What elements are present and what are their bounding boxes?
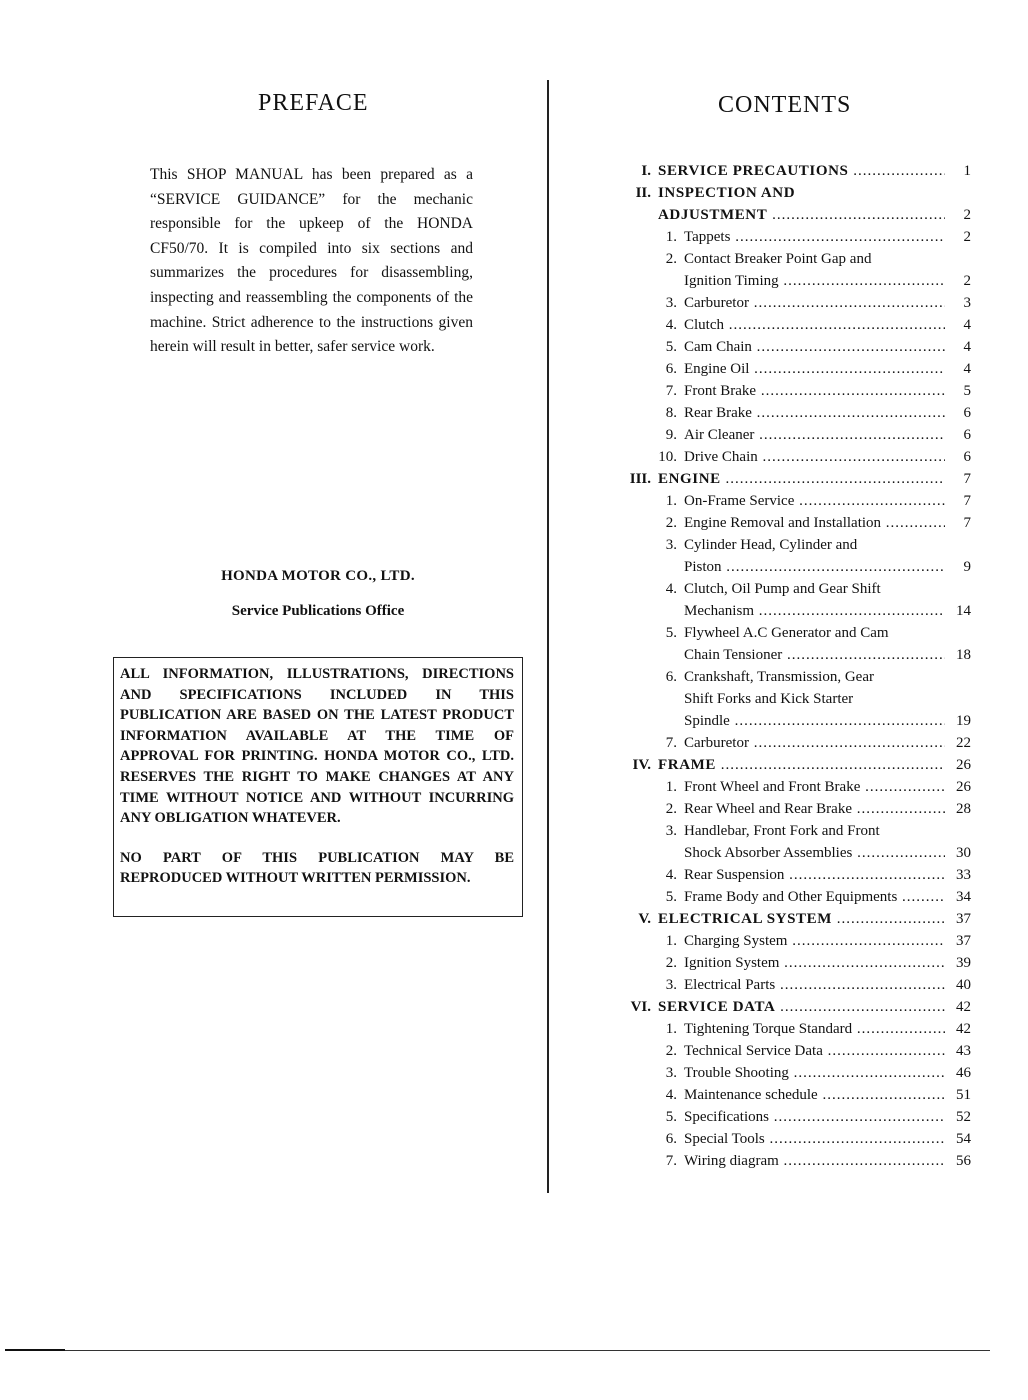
notice-paragraph: NO PART OF THIS PUBLICATION MAY BE REPRODUCED WITHOUT WRITTEN PERMISSION. — [120, 849, 514, 887]
column-divider — [547, 80, 549, 1193]
toc-number: 6. — [665, 669, 677, 685]
toc-title: Ignition System ..... — [684, 955, 945, 972]
toc-page-number: 14 — [956, 603, 971, 619]
toc-page-number: 4 — [963, 361, 971, 377]
toc-number: 4. — [665, 1087, 677, 1103]
toc-page-number: 40 — [956, 977, 971, 993]
toc-page-number: 6 — [963, 427, 971, 443]
table-of-contents — [605, 160, 971, 1172]
toc-page-number: 18 — [956, 647, 971, 663]
company-office: Service Publications Office — [231, 603, 405, 619]
toc-number: 5. — [665, 339, 677, 355]
toc-row — [605, 952, 971, 974]
toc-page-number: 1 — [963, 163, 971, 179]
toc-title: Clutch ..... — [684, 317, 945, 334]
toc-title: Ignition Timing ..... — [684, 273, 945, 290]
toc-row — [605, 578, 971, 600]
toc-number: 1. — [665, 933, 677, 949]
toc-page-number: 37 — [956, 911, 971, 927]
toc-title: Tightening Torque Standard ..... — [684, 1021, 945, 1038]
toc-page-number: 52 — [956, 1109, 971, 1125]
toc-row — [605, 336, 971, 358]
toc-number: 5. — [665, 889, 677, 905]
toc-title: Crankshaft, Transmission, Gear — [684, 669, 874, 685]
toc-row — [605, 732, 971, 754]
toc-row — [605, 512, 971, 534]
toc-page-number: 7 — [963, 493, 971, 509]
toc-title: Handlebar, Front Fork and Front — [684, 823, 880, 839]
toc-row — [605, 754, 971, 776]
toc-page-number: 2 — [963, 229, 971, 245]
toc-title: Specifications ..... — [684, 1109, 945, 1126]
toc-title: Engine Removal and Installation ..... — [684, 515, 945, 532]
toc-number: II. — [635, 185, 651, 201]
toc-page-number: 6 — [963, 449, 971, 465]
toc-title: SERVICE DATA ..... — [658, 999, 945, 1016]
toc-number: 2. — [665, 955, 677, 971]
notice-paragraph: ALL INFORMATION, ILLUSTRATIONS, DIRECTIONS AND SPECIFICATIONS INCLUDED IN THIS PUBLICATION ARE BASED ON THE LATEST PRODUCT INFORMATION AVAILABLE AT THE TIME OF APPROVAL FOR PRINTING. HONDA MOTOR CO., LTD. RESERVES THE RIGHT TO MAKE CHANGES AT ANY TIME WITHOUT NOTICE AND WITHOUT INCURRING ANY OBLIGATION WHATEVER. — [120, 666, 514, 827]
toc-row — [605, 666, 971, 688]
toc-row — [605, 226, 971, 248]
preface-body: This SHOP MANUAL has been prepared as a “SERVICE GUIDANCE” for the mechanic responsible for the upkeep of the HONDA CF50/70. It is compiled into six sections and summarizes the procedures for disassembling, inspecting and reassembling the components of the machine. Strict adherence to the instructions given herein will result in better, safer service work. — [150, 166, 473, 356]
preface-title: PREFACE — [258, 90, 369, 116]
toc-title: INSPECTION AND — [658, 185, 796, 201]
toc-row — [605, 930, 971, 952]
toc-row — [605, 842, 971, 864]
toc-row — [605, 1106, 971, 1128]
toc-page-number: 26 — [956, 779, 971, 795]
toc-row — [605, 1128, 971, 1150]
company-name: HONDA MOTOR CO., LTD. — [221, 568, 415, 584]
toc-row — [605, 490, 971, 512]
toc-row — [605, 798, 971, 820]
toc-row — [605, 1062, 971, 1084]
toc-number: 1. — [665, 1021, 677, 1037]
toc-row — [605, 820, 971, 842]
toc-row — [605, 358, 971, 380]
toc-title: Air Cleaner ..... — [684, 427, 945, 444]
toc-number: III. — [629, 471, 651, 487]
toc-number: 3. — [665, 537, 677, 553]
toc-number: 2. — [665, 251, 677, 267]
toc-title: On-Frame Service ..... — [684, 493, 945, 510]
toc-title: ELECTRICAL SYSTEM ..... — [658, 911, 945, 928]
toc-title: Frame Body and Other Equipments ..... — [684, 889, 945, 906]
toc-number: 1. — [665, 493, 677, 509]
toc-title: Shock Absorber Assemblies ..... — [684, 845, 945, 862]
notice-box — [113, 657, 523, 917]
toc-page-number: 43 — [956, 1043, 971, 1059]
toc-row — [605, 292, 971, 314]
toc-page-number: 4 — [963, 317, 971, 333]
toc-title: Chain Tensioner ..... — [684, 647, 945, 664]
toc-number: 7. — [665, 735, 677, 751]
toc-title: Wiring diagram ..... — [684, 1153, 945, 1170]
toc-title: Contact Breaker Point Gap and — [684, 251, 872, 267]
contents-title: CONTENTS — [718, 92, 852, 118]
toc-title: ADJUSTMENT ..... — [658, 207, 945, 224]
toc-row — [605, 468, 971, 490]
toc-page-number: 2 — [963, 273, 971, 289]
footer-rule — [5, 1350, 990, 1351]
toc-title: Technical Service Data ..... — [684, 1043, 945, 1060]
toc-number: 8. — [665, 405, 677, 421]
toc-row — [605, 424, 971, 446]
toc-number: 6. — [665, 1131, 677, 1147]
toc-number: IV. — [632, 757, 651, 773]
toc-title: Electrical Parts ..... — [684, 977, 945, 994]
toc-number: 4. — [665, 581, 677, 597]
toc-row — [605, 776, 971, 798]
toc-page-number: 56 — [956, 1153, 971, 1169]
toc-title: Special Tools ..... — [684, 1131, 945, 1148]
toc-number: 2. — [665, 801, 677, 817]
toc-number: 9. — [665, 427, 677, 443]
toc-title: Cylinder Head, Cylinder and — [684, 537, 858, 553]
toc-row — [605, 534, 971, 556]
toc-title: Front Wheel and Front Brake ..... — [684, 779, 945, 796]
toc-title: Flywheel A.C Generator and Cam — [684, 625, 889, 641]
toc-page-number: 42 — [956, 999, 971, 1015]
toc-title: Maintenance schedule ..... — [684, 1087, 945, 1104]
toc-page-number: 39 — [956, 955, 971, 971]
toc-title: Spindle ..... — [684, 713, 945, 730]
toc-page-number: 4 — [963, 339, 971, 355]
toc-page-number: 51 — [956, 1087, 971, 1103]
toc-row — [605, 644, 971, 666]
toc-row — [605, 688, 971, 710]
toc-title: Shift Forks and Kick Starter — [684, 691, 854, 707]
toc-title: Carburetor ..... — [684, 295, 945, 312]
toc-row — [605, 182, 971, 204]
toc-number: 10. — [658, 449, 677, 465]
toc-page-number: 42 — [956, 1021, 971, 1037]
toc-title: Carburetor ..... — [684, 735, 945, 752]
toc-row — [605, 864, 971, 886]
toc-title: Rear Suspension ..... — [684, 867, 945, 884]
toc-row — [605, 974, 971, 996]
toc-row — [605, 710, 971, 732]
toc-page-number: 33 — [956, 867, 971, 883]
toc-number: I. — [641, 163, 651, 179]
toc-number: 1. — [665, 229, 677, 245]
toc-page-number: 30 — [956, 845, 971, 861]
toc-title: Trouble Shooting ..... — [684, 1065, 945, 1082]
toc-row — [605, 1150, 971, 1172]
toc-page-number: 46 — [956, 1065, 971, 1081]
toc-page-number: 22 — [956, 735, 971, 751]
toc-number: 6. — [665, 361, 677, 377]
toc-number: 7. — [665, 1153, 677, 1169]
toc-number: 3. — [665, 1065, 677, 1081]
toc-title: FRAME ..... — [658, 757, 945, 774]
toc-title: Engine Oil ..... — [684, 361, 945, 378]
toc-number: 1. — [665, 779, 677, 795]
toc-page-number: 54 — [956, 1131, 971, 1147]
toc-row — [605, 248, 971, 270]
footer-rule-mark — [5, 1349, 65, 1351]
toc-page-number: 37 — [956, 933, 971, 949]
toc-number: 3. — [665, 977, 677, 993]
toc-number: 3. — [665, 823, 677, 839]
toc-page-number: 34 — [956, 889, 971, 905]
toc-title: Tappets ..... — [684, 229, 945, 246]
toc-page-number: 7 — [963, 471, 971, 487]
toc-title: Front Brake ..... — [684, 383, 945, 400]
toc-number: 3. — [665, 295, 677, 311]
toc-page-number: 28 — [956, 801, 971, 817]
toc-title: ENGINE ..... — [658, 471, 945, 488]
toc-row — [605, 908, 971, 930]
toc-number: 2. — [665, 515, 677, 531]
toc-title: Charging System ..... — [684, 933, 945, 950]
toc-title: Rear Wheel and Rear Brake ..... — [684, 801, 945, 818]
toc-row — [605, 1040, 971, 1062]
toc-page-number: 26 — [956, 757, 971, 773]
toc-row — [605, 204, 971, 226]
toc-page-number: 5 — [963, 383, 971, 399]
toc-number: 5. — [665, 1109, 677, 1125]
toc-number: 4. — [665, 317, 677, 333]
toc-title: Cam Chain ..... — [684, 339, 945, 356]
toc-title: Drive Chain ..... — [684, 449, 945, 466]
toc-page-number: 2 — [963, 207, 971, 223]
toc-title: Rear Brake ..... — [684, 405, 945, 422]
toc-number: V. — [638, 911, 651, 927]
toc-number: 4. — [665, 867, 677, 883]
toc-row — [605, 446, 971, 468]
toc-number: 2. — [665, 1043, 677, 1059]
toc-number: 7. — [665, 383, 677, 399]
toc-page-number: 6 — [963, 405, 971, 421]
toc-page-number: 3 — [963, 295, 971, 311]
toc-row — [605, 1084, 971, 1106]
toc-row — [605, 886, 971, 908]
toc-page-number: 7 — [963, 515, 971, 531]
toc-row — [605, 270, 971, 292]
toc-title: Clutch, Oil Pump and Gear Shift — [684, 581, 881, 597]
toc-row — [605, 380, 971, 402]
toc-row — [605, 402, 971, 424]
toc-page-number: 9 — [963, 559, 971, 575]
toc-row — [605, 1018, 971, 1040]
toc-row — [605, 622, 971, 644]
toc-row — [605, 314, 971, 336]
toc-title: Piston ..... — [684, 559, 945, 576]
toc-row — [605, 160, 971, 182]
toc-number: VI. — [630, 999, 651, 1015]
toc-number: 5. — [665, 625, 677, 641]
toc-row — [605, 996, 971, 1018]
toc-row — [605, 556, 971, 578]
toc-title: SERVICE PRECAUTIONS ..... — [658, 163, 945, 180]
toc-title: Mechanism ..... — [684, 603, 945, 620]
toc-row — [605, 600, 971, 622]
toc-page-number: 19 — [956, 713, 971, 729]
